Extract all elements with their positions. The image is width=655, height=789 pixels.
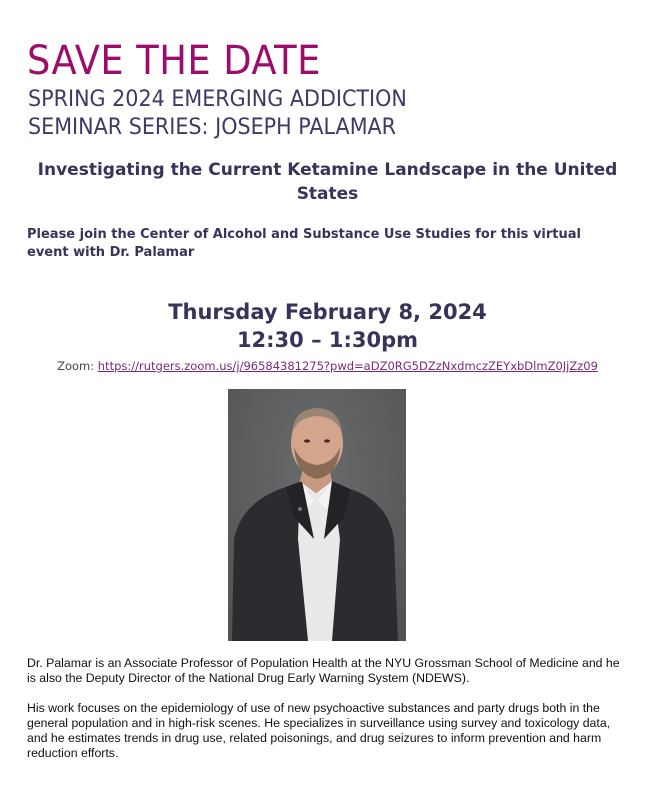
- headline: SAVE THE DATE: [27, 38, 321, 84]
- event-time: 12:30 – 1:30pm: [236, 328, 419, 352]
- bio-paragraph-2: His work focuses on the epidemiology of use of new psychoactive substances and party drugs both in the general population and in high-risk scenes. He specializes in surveillance using survey and toxicology data, and he estimates trends in drug use, related poisonings, and drug seizures to inform prevention and harm reduction efforts.: [27, 701, 611, 760]
- speaker-bio: [27, 656, 627, 776]
- zoom-info: [0, 358, 655, 374]
- subhead-line-1: SPRING 2024 EMERGING ADDICTION: [28, 87, 407, 112]
- zoom-link[interactable]: https://rutgers.zoom.us/j/96584381275?pwd=aDZ0RG5DZzNxdmczZEYxbDlmZ0JjZz09: [97, 359, 598, 373]
- bio-paragraph-1: Dr. Palamar is an Associate Professor of Population Health at the NYU Grossman School of Medicine and he is also the Deputy Director of the National Drug Early Warning System (NDEWS).: [27, 656, 620, 685]
- speaker-photo: [228, 389, 406, 641]
- subhead-line-2: SEMINAR SERIES: JOSEPH PALAMAR: [28, 115, 397, 140]
- talk-title: Investigating the Current Ketamine Landscape in the United States: [37, 160, 618, 204]
- series-subhead: [28, 86, 407, 142]
- invite-text: Please join the Center of Alcohol and Substance Use Studies for this virtual event with Dr. Palamar: [27, 227, 581, 260]
- portrait-illustration-icon: [228, 389, 406, 641]
- event-datetime: [0, 298, 655, 354]
- event-date: Thursday February 8, 2024: [168, 300, 487, 324]
- zoom-label: Zoom:: [57, 359, 98, 373]
